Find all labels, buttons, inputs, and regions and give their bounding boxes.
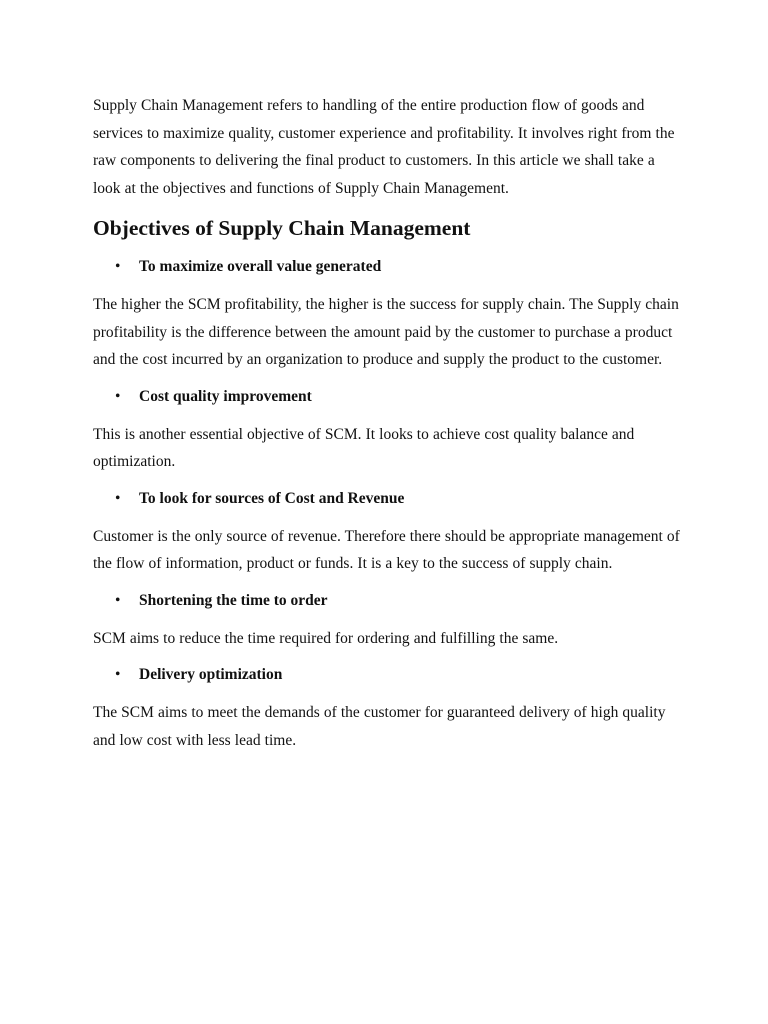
bullet-icon: • xyxy=(115,387,121,405)
objective-4 xyxy=(93,664,683,754)
bullet-title: To look for sources of Cost and Revenue xyxy=(139,489,405,507)
section-heading: Objectives of Supply Chain Management xyxy=(93,216,471,240)
body-paragraph: Customer is the only source of revenue. Therefore there should be appropriate management of the flow of information, product or funds. It is a key to the success of supply chain. xyxy=(93,527,680,572)
bullet-icon: • xyxy=(115,489,121,507)
intro-paragraph: Supply Chain Management refers to handling of the entire production flow of goods and services to maximize quality, customer experience and profitability. It involves right from the raw components to delivering the final product to customers. In this article we shall take a look at the objectives and functions of Supply Chain Management. xyxy=(93,97,675,197)
bullet-icon: • xyxy=(115,591,121,609)
document-page xyxy=(93,92,683,766)
objective-1 xyxy=(93,386,683,476)
bullet-title: Delivery optimization xyxy=(139,666,283,683)
objective-3 xyxy=(93,590,683,653)
body-paragraph: The higher the SCM profitability, the higher is the success for supply chain. The Supply chain profitability is the difference between the amount paid by the customer to purchase a product and the cost incurred by an organization to produce and supply the product to the customer. xyxy=(93,296,679,368)
body-paragraph: This is another essential objective of SCM. It looks to achieve cost quality balance and optimization. xyxy=(93,425,635,470)
bullet-item xyxy=(93,488,683,510)
body-paragraph: SCM aims to reduce the time required for ordering and fulfilling the same. xyxy=(93,629,559,647)
body-paragraph: The SCM aims to meet the demands of the customer for guaranteed delivery of high quality and low cost with less lead time. xyxy=(93,704,666,749)
bullet-item xyxy=(93,256,683,278)
bullet-item xyxy=(93,590,683,612)
bullet-title: Shortening the time to order xyxy=(139,591,328,609)
bullet-item xyxy=(93,386,683,408)
bullet-icon: • xyxy=(115,666,121,683)
bullet-title: Cost quality improvement xyxy=(139,387,312,405)
bullet-title: To maximize overall value generated xyxy=(139,258,382,275)
objective-2 xyxy=(93,488,683,578)
bullet-item xyxy=(93,664,683,686)
bullet-icon: • xyxy=(115,258,121,275)
objective-0 xyxy=(93,256,683,374)
